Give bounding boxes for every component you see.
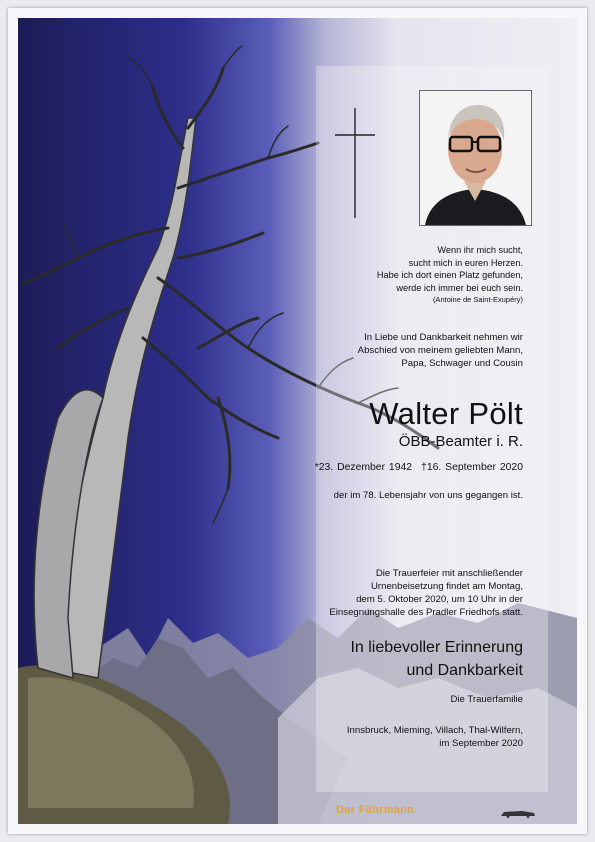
cross-icon [335,108,375,218]
quote-line: werde ich immer bei euch sein. [396,282,523,293]
ceremony-line: Urnenbeisetzung findet am Montag, [371,581,523,592]
life-dates [315,462,523,473]
memory-line: In liebevoller Erinnerung [350,639,523,656]
portrait-illustration [420,91,531,225]
intro-text [283,331,523,370]
quote-line: Wenn ihr mich sucht, [437,245,523,255]
footer [18,804,577,824]
hearse-icon [500,809,536,818]
age-text: der im 78. Lebensjahr von uns gegangen ist. [333,490,523,501]
deceased-name: Walter Pölt [369,396,523,431]
ceremony-line: Die Trauerfeier mit anschließender [375,568,523,579]
quote-line: Habe ich dort einen Platz gefunden, [376,270,523,280]
place-date [263,724,523,750]
quote-source: (Antoine de Saint-Exupéry) [432,295,523,304]
place-line: Innsbruck, Mieming, Villach, Thal-Wilfern, [346,725,523,736]
intro-line: In Liebe und Dankbarkeit nehmen wir [364,332,523,343]
funeral-home-logo: Der Fährmann [336,804,415,816]
deceased-profession: ÖBB-Beamter i. R. [398,433,523,450]
intro-line: Abschied von meinem geliebten Mann, [357,345,523,356]
portrait-photo [419,90,532,226]
ceremony-text [283,567,523,619]
quote-line: sucht mich in euren Herzen. [408,257,523,268]
quote-block [283,244,523,307]
memory-heading [263,636,523,682]
memory-line: und Dankbarkeit [406,662,523,679]
intro-line: Papa, Schwager und Cousin [401,358,523,369]
ceremony-line: dem 5. Oktober 2020, um 10 Uhr in der [356,594,523,605]
family-signature: Die Trauerfamilie [450,694,523,705]
obituary-card [8,8,587,834]
place-line: im September 2020 [439,738,523,749]
death-date: †16. September 2020 [421,462,523,473]
ceremony-line: Einsegnungshalle des Pradler Friedhofs statt. [329,607,523,618]
birth-date: *23. Dezember 1942 [314,462,413,473]
